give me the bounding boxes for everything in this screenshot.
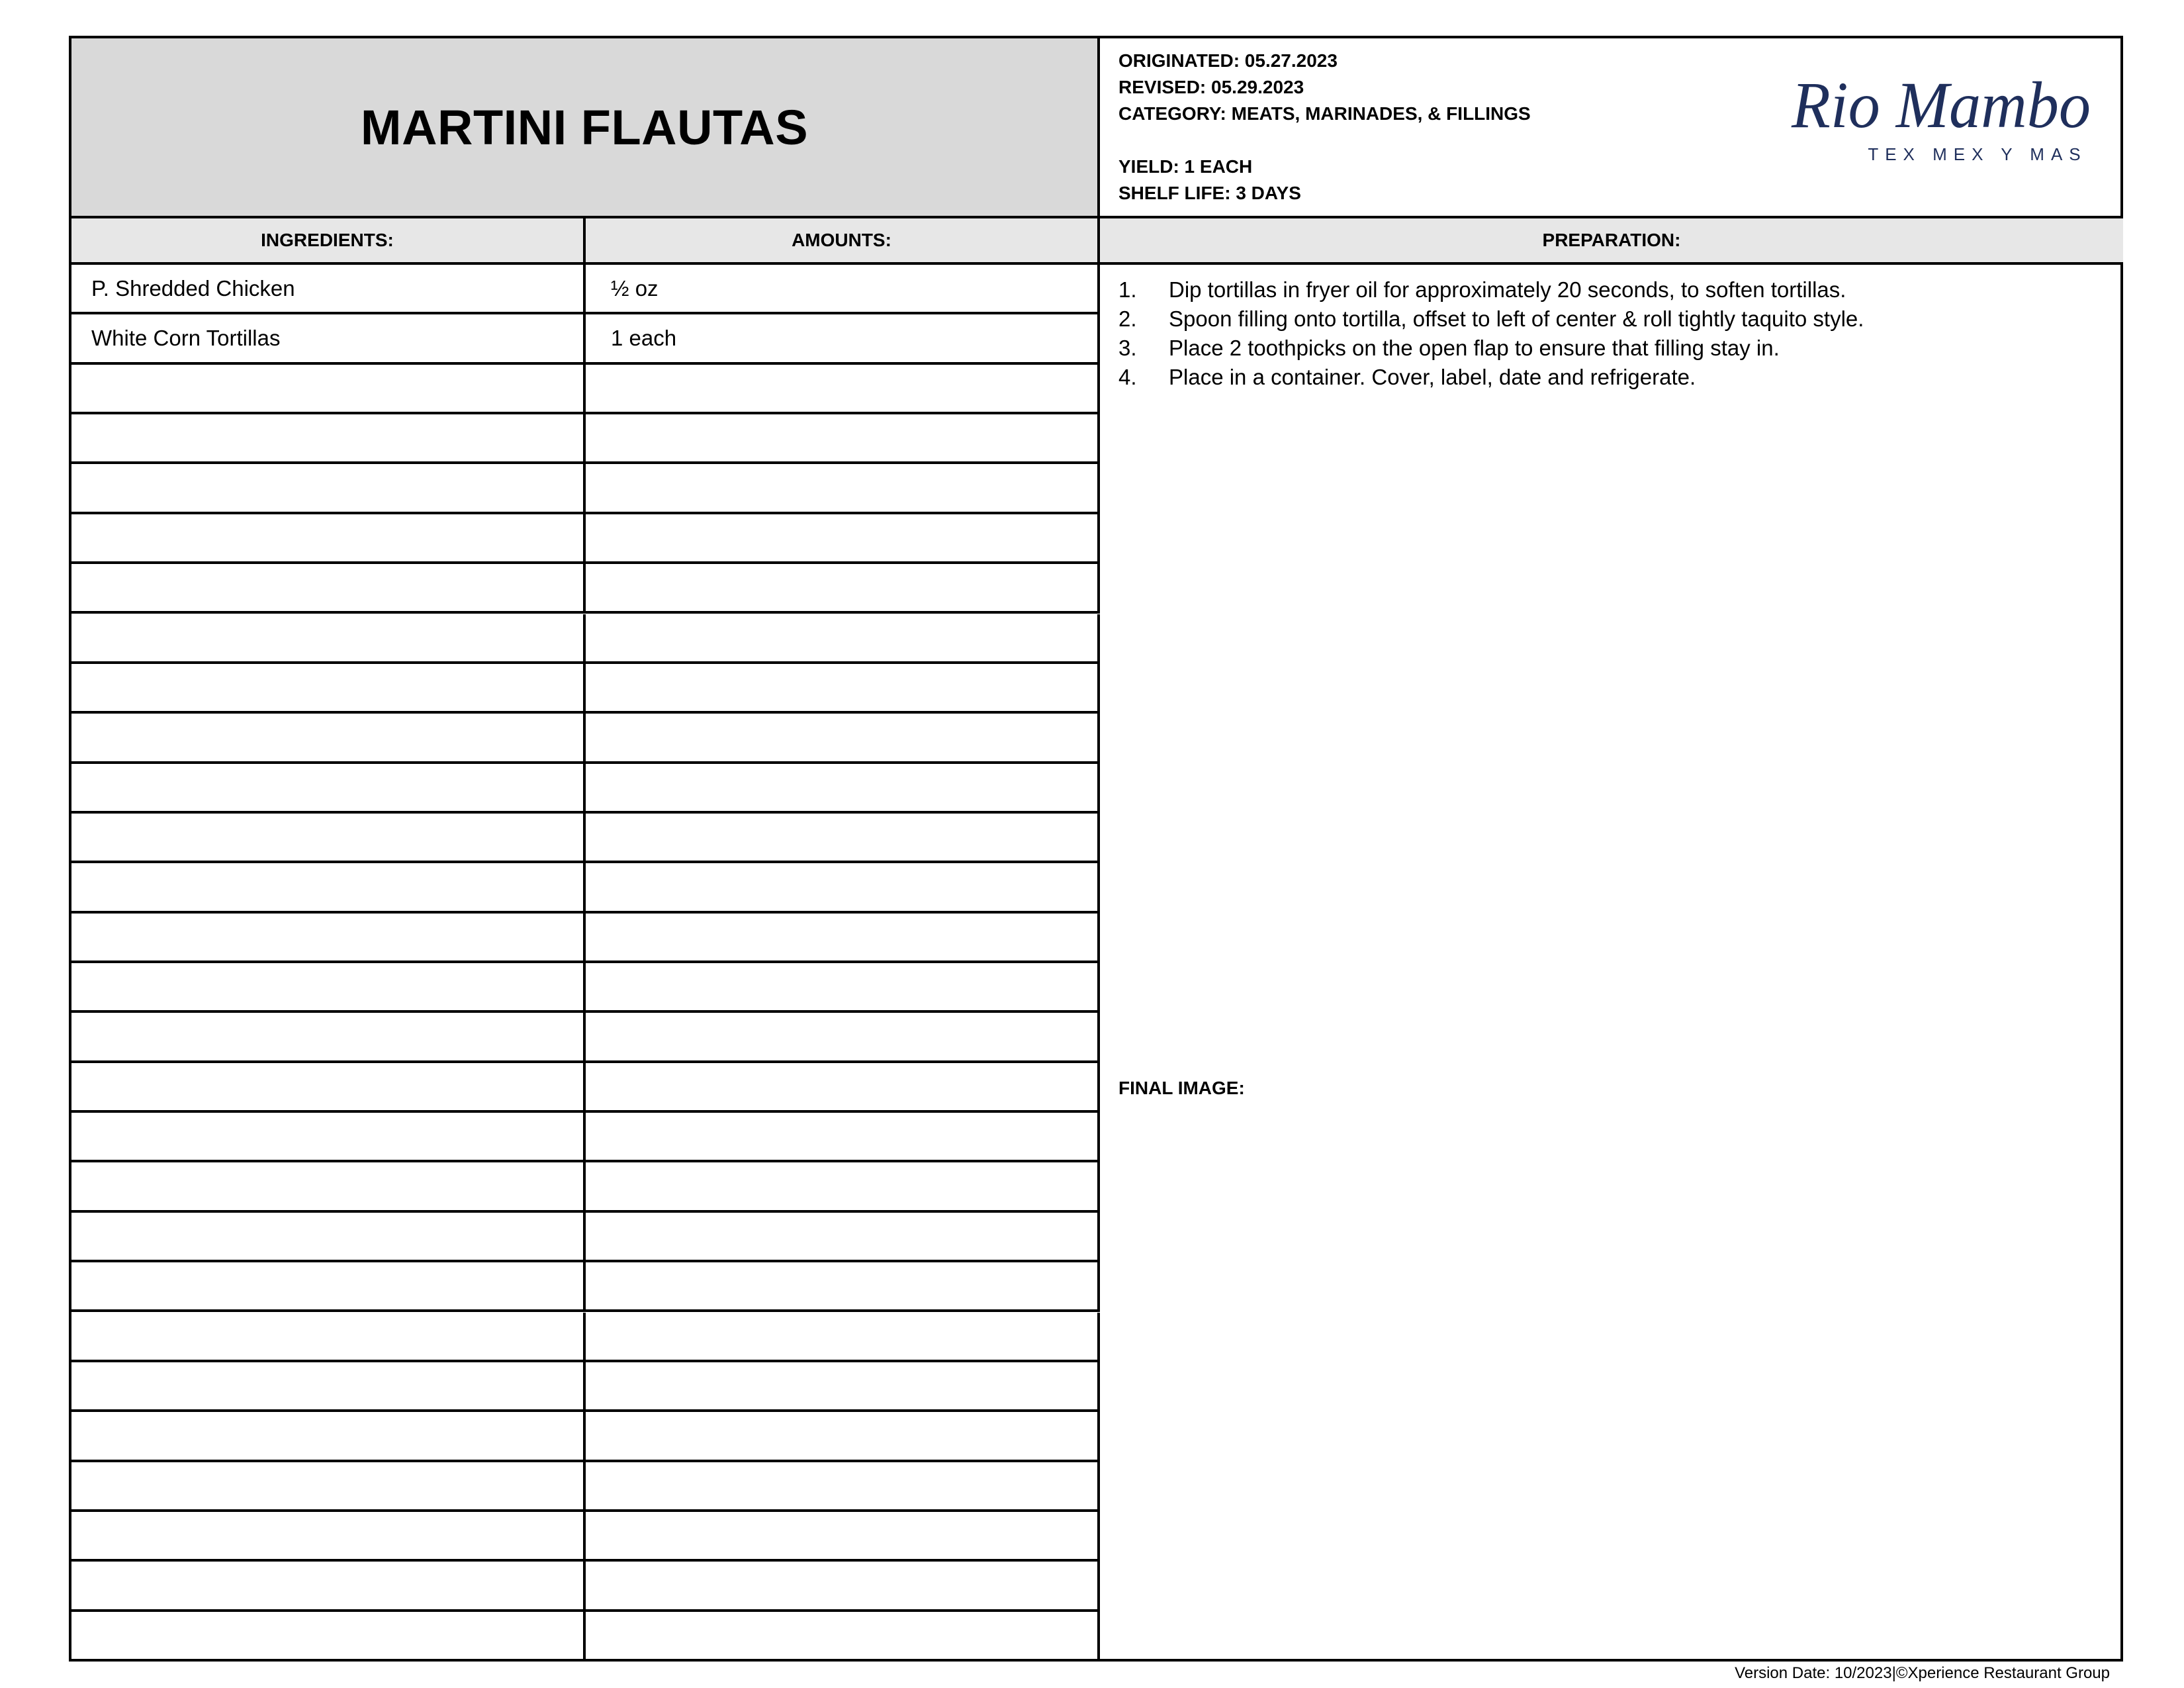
- preparation-step: [1118, 363, 1696, 392]
- ingredient-name: [71, 1512, 586, 1562]
- table-row: [71, 514, 1100, 564]
- preparation-step: [1118, 275, 1846, 305]
- ingredient-amount: ½ oz: [586, 265, 1100, 314]
- preparation-section: [1100, 265, 2123, 1662]
- ingredient-name: [71, 1562, 586, 1611]
- ingredient-name: [71, 564, 586, 614]
- ingredient-amount: [586, 1562, 1100, 1611]
- step-text: Dip tortillas in fryer oil for approximately 20 seconds, to soften tortillas.: [1169, 277, 1846, 302]
- recipe-card: [69, 36, 2123, 1662]
- preparation-header: PREPARATION:: [1100, 218, 2123, 265]
- ingredient-amount: [586, 414, 1100, 464]
- ingredient-amount: [586, 1262, 1100, 1312]
- amounts-header: AMOUNTS:: [586, 218, 1100, 265]
- ingredient-amount: [586, 914, 1100, 963]
- ingredient-amount: [586, 564, 1100, 614]
- title-block: [71, 38, 1100, 218]
- ingredient-name: [71, 1162, 586, 1212]
- ingredient-amount: [586, 464, 1100, 514]
- table-row: [71, 414, 1100, 464]
- table-row: [71, 1213, 1100, 1262]
- ingredients-header: INGREDIENTS:: [71, 218, 586, 265]
- table-row: [71, 1512, 1100, 1562]
- table-row: [71, 365, 1100, 414]
- ingredient-name: [71, 1313, 586, 1362]
- ingredient-name: [71, 1262, 586, 1312]
- ingredient-name: [71, 414, 586, 464]
- ingredient-name: [71, 714, 586, 763]
- ingredient-name: [71, 1213, 586, 1262]
- ingredient-name: [71, 514, 586, 564]
- ingredient-name: [71, 614, 586, 664]
- table-row: [71, 314, 1100, 364]
- version-footer: Version Date: 10/2023|©Xperience Restaurant Group: [1735, 1664, 2110, 1682]
- recipe-title: MARTINI FLAUTAS: [360, 99, 809, 155]
- ingredient-amount: [586, 764, 1100, 814]
- table-row: [71, 1362, 1100, 1412]
- step-text: Place in a container. Cover, label, date and refrigerate.: [1169, 365, 1696, 389]
- ingredient-amount: 1 each: [586, 314, 1100, 364]
- ingredient-amount: [586, 714, 1100, 763]
- ingredient-name: [71, 1013, 586, 1062]
- ingredient-name: [71, 1113, 586, 1162]
- ingredient-amount: [586, 1462, 1100, 1512]
- ingredient-amount: [586, 1063, 1100, 1113]
- table-row: [71, 764, 1100, 814]
- table-row: [71, 814, 1100, 863]
- preparation-step: [1118, 305, 1864, 334]
- final-image-label: FINAL IMAGE:: [1118, 1078, 1245, 1098]
- ingredient-amount: [586, 365, 1100, 414]
- table-row: [71, 614, 1100, 664]
- ingredient-amount: [586, 1412, 1100, 1462]
- table-row: [71, 1013, 1100, 1062]
- ingredient-amount: [586, 664, 1100, 714]
- table-row: [71, 1262, 1100, 1312]
- step-text: Place 2 toothpicks on the open flap to ensure that filling stay in.: [1169, 336, 1780, 360]
- ingredient-name: White Corn Tortillas: [71, 314, 586, 364]
- ingredient-amount: [586, 1113, 1100, 1162]
- revised-date: REVISED: 05.29.2023: [1118, 77, 1304, 97]
- table-row: [71, 1113, 1100, 1162]
- yield: YIELD: 1 EACH: [1118, 156, 1253, 177]
- ingredient-name: [71, 1612, 586, 1662]
- ingredient-name: [71, 1462, 586, 1512]
- ingredient-name: [71, 963, 586, 1013]
- step-number: 4.: [1118, 365, 1137, 389]
- category: CATEGORY: MEATS, MARINADES, & FILLINGS: [1118, 103, 1531, 124]
- ingredient-name: [71, 764, 586, 814]
- table-row: [71, 1562, 1100, 1611]
- ingredient-amount: [586, 814, 1100, 863]
- ingredient-amount: [586, 1362, 1100, 1412]
- table-row: [71, 914, 1100, 963]
- ingredient-name: [71, 1063, 586, 1113]
- preparation-step: [1118, 334, 1780, 363]
- table-row: [71, 1313, 1100, 1362]
- ingredient-amount: [586, 963, 1100, 1013]
- ingredient-name: P. Shredded Chicken: [71, 265, 586, 314]
- ingredient-amount: [586, 614, 1100, 664]
- rio-mambo-logo: [1786, 71, 2097, 171]
- ingredient-name: [71, 1412, 586, 1462]
- ingredient-name: [71, 664, 586, 714]
- shelf-life: SHELF LIFE: 3 DAYS: [1118, 183, 1301, 203]
- table-row: [71, 714, 1100, 763]
- table-row: [71, 464, 1100, 514]
- ingredients-table: [71, 265, 1100, 1662]
- ingredient-name: [71, 1362, 586, 1412]
- step-number: 2.: [1118, 306, 1137, 331]
- step-text: Spoon filling onto tortilla, offset to left of center & roll tightly taquito style.: [1169, 306, 1864, 331]
- ingredient-name: [71, 814, 586, 863]
- ingredient-name: [71, 365, 586, 414]
- ingredient-name: [71, 914, 586, 963]
- ingredient-amount: [586, 1512, 1100, 1562]
- ingredient-amount: [586, 863, 1100, 913]
- meta-block: [1100, 38, 2123, 218]
- step-number: 1.: [1118, 277, 1137, 302]
- logo-wordmark: Rio Mambo: [1791, 71, 2091, 142]
- ingredient-amount: [586, 1013, 1100, 1062]
- table-row: [71, 1412, 1100, 1462]
- table-row: [71, 664, 1100, 714]
- ingredient-amount: [586, 514, 1100, 564]
- logo-tagline: TEX MEX Y MAS: [1868, 144, 2087, 164]
- table-row: [71, 1612, 1100, 1662]
- table-row: [71, 564, 1100, 614]
- table-row: [71, 1162, 1100, 1212]
- table-row: [71, 265, 1100, 314]
- table-row: [71, 1462, 1100, 1512]
- ingredient-name: [71, 464, 586, 514]
- step-number: 3.: [1118, 336, 1137, 360]
- ingredient-amount: [586, 1612, 1100, 1662]
- table-row: [71, 863, 1100, 913]
- originated-date: ORIGINATED: 05.27.2023: [1118, 50, 1338, 71]
- ingredient-amount: [586, 1213, 1100, 1262]
- table-row: [71, 963, 1100, 1013]
- ingredient-amount: [586, 1162, 1100, 1212]
- ingredient-name: [71, 863, 586, 913]
- table-row: [71, 1063, 1100, 1113]
- ingredient-amount: [586, 1313, 1100, 1362]
